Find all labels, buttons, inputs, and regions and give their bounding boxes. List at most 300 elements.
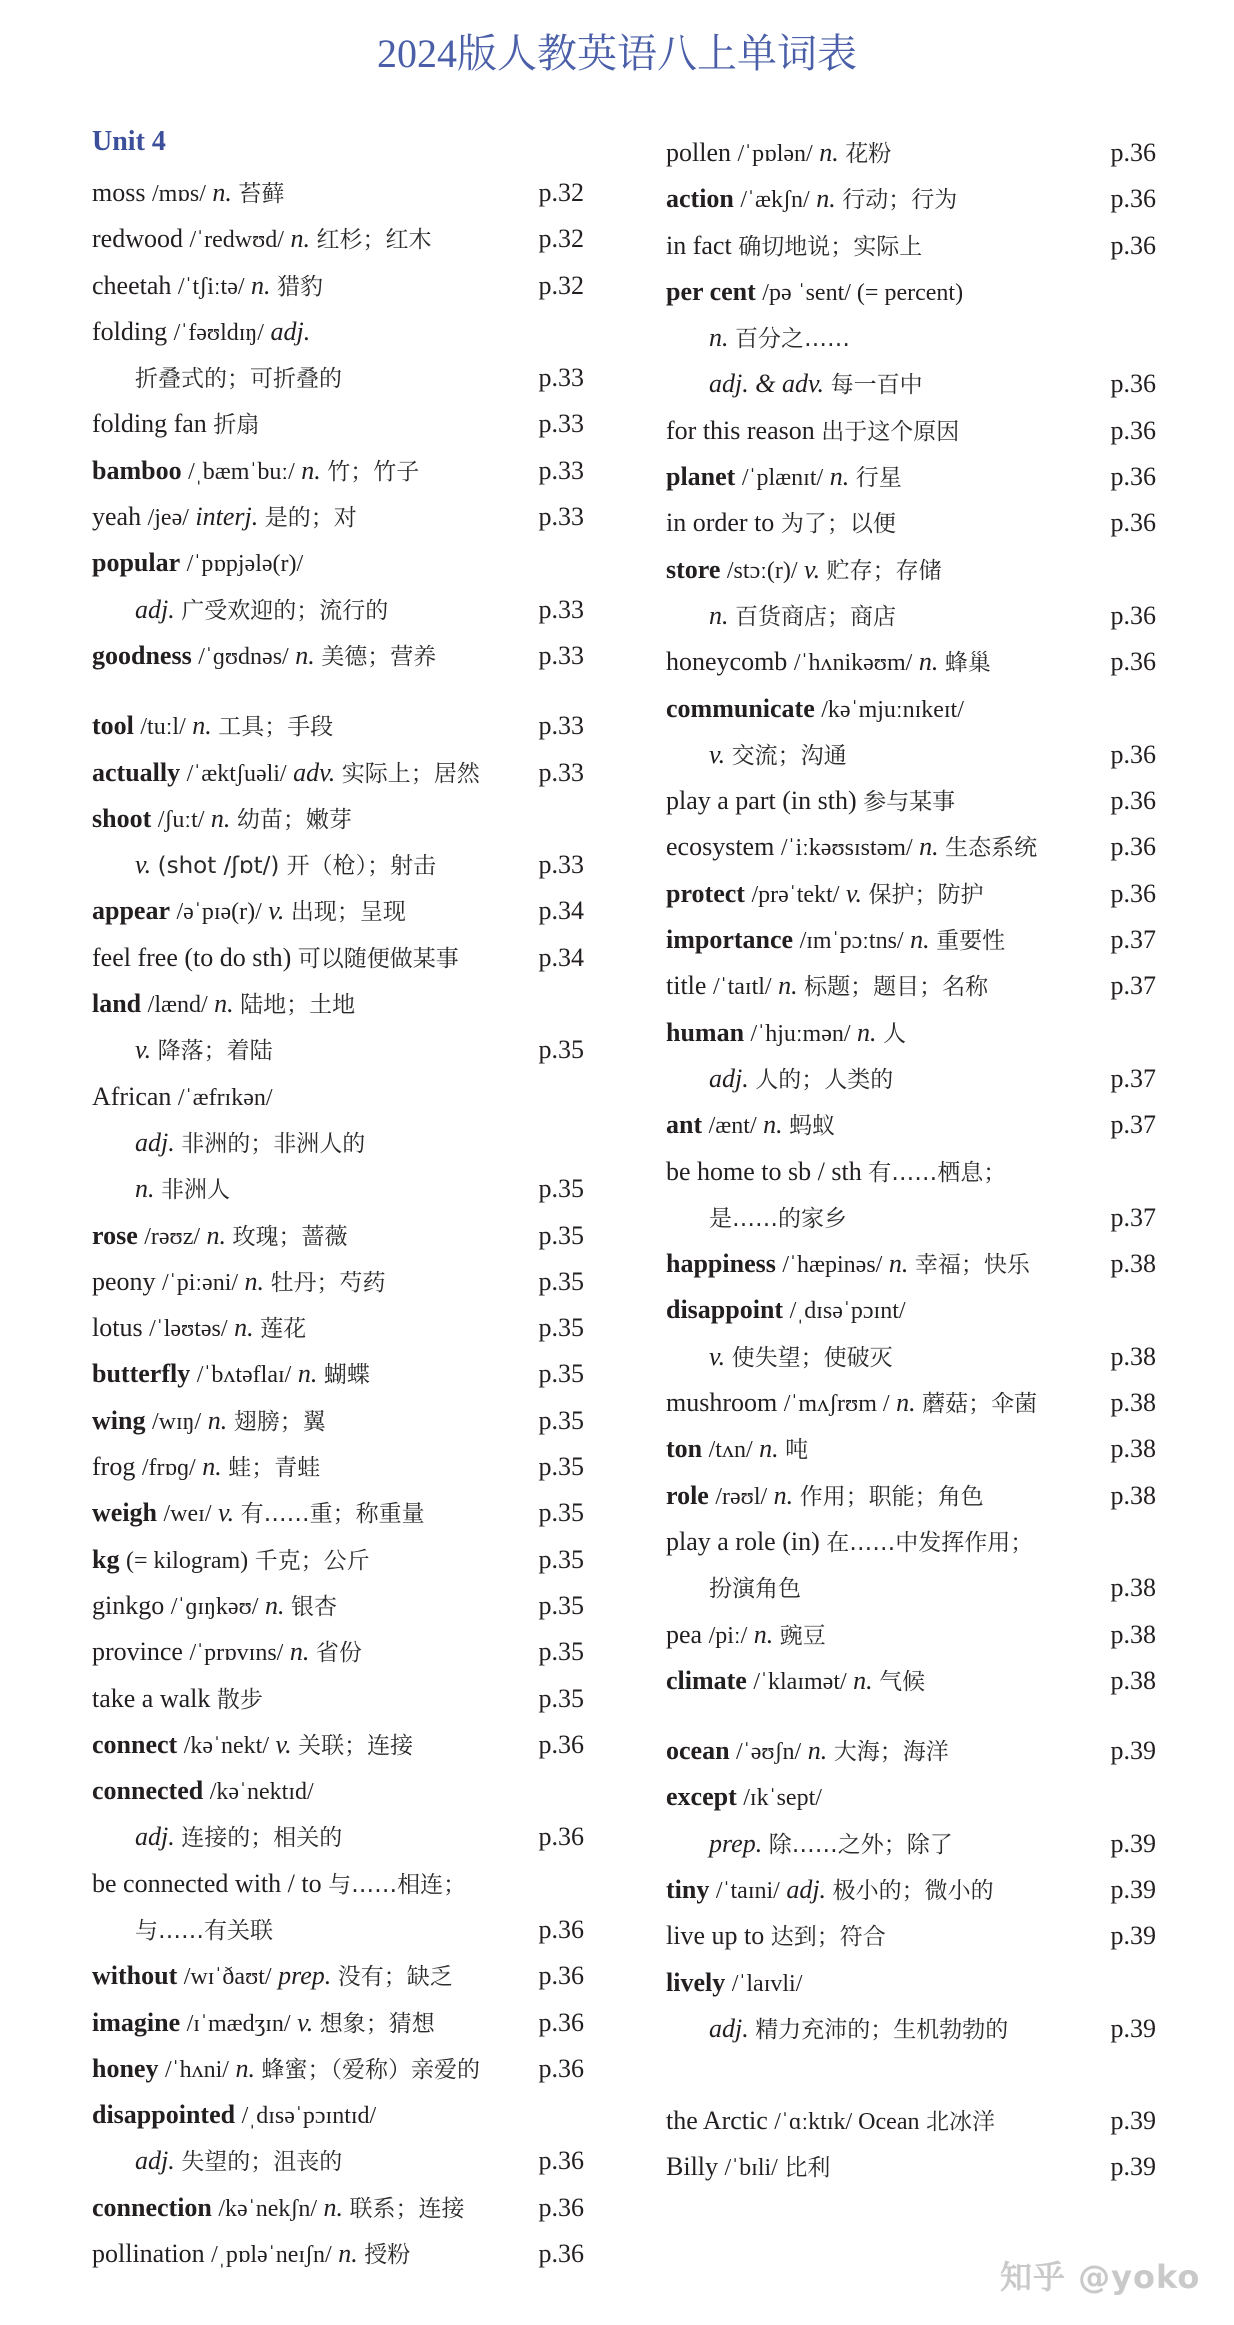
vocab-entry bbox=[92, 750, 584, 796]
entry-phonetic: /ˈfəʊldɪŋ/ bbox=[173, 319, 264, 346]
vocab-entry bbox=[666, 1473, 1166, 1519]
entry-text bbox=[92, 355, 342, 402]
vocab-entry bbox=[92, 1027, 584, 1073]
entry-word: per cent bbox=[666, 276, 756, 306]
entry-phonetic: /mɒs/ bbox=[151, 181, 206, 207]
entry-page-number: p.34 bbox=[538, 942, 584, 972]
entry-translation: 比利 bbox=[784, 2155, 831, 2182]
entry-word: be connected with / to bbox=[92, 1868, 322, 1898]
entry-text bbox=[666, 500, 896, 547]
entry-word: imagine bbox=[92, 2007, 181, 2037]
vocab-entry bbox=[92, 216, 584, 262]
entry-phonetic: /tuːl/ bbox=[140, 714, 186, 741]
entry-translation: 可以随便做某事 bbox=[297, 945, 459, 972]
entry-translation: 吨 bbox=[785, 1437, 809, 1464]
entry-word: connect bbox=[92, 1729, 178, 1759]
entry-text bbox=[666, 1241, 1030, 1288]
entry-text bbox=[666, 547, 942, 594]
entry-phonetic: /prəˈtekt/ bbox=[751, 881, 840, 908]
entry-page-number: p.37 bbox=[1110, 1063, 1156, 1093]
left-column bbox=[92, 124, 584, 2277]
entry-text bbox=[666, 2098, 995, 2145]
entry-word: store bbox=[666, 554, 721, 584]
entry-part-of-speech: n. bbox=[819, 138, 839, 167]
entry-phonetic: /kəˈmjuːnɪkeɪt/ bbox=[821, 696, 964, 723]
entry-part-of-speech: v. bbox=[804, 554, 821, 584]
entry-part-of-speech: n. bbox=[709, 323, 729, 353]
entry-translation: 降落；着陆 bbox=[157, 1038, 273, 1065]
entry-translation: 授粉 bbox=[364, 2242, 411, 2269]
vocab-list-left bbox=[92, 170, 584, 2277]
entry-part-of-speech: v. bbox=[275, 1729, 292, 1759]
entry-translation: 竹；竹子 bbox=[327, 458, 420, 485]
entry-word: honeycomb bbox=[666, 647, 788, 677]
page-title: 2024版人教英语八上单词表 bbox=[377, 31, 857, 76]
entry-page-number: p.39 bbox=[1110, 1921, 1156, 1951]
entry-phonetic: /pə ˈsent/ (= percent) bbox=[762, 279, 964, 306]
vocab-entry bbox=[92, 1537, 584, 1583]
entry-translation: 美德；营养 bbox=[321, 643, 437, 670]
entry-part-of-speech: n. bbox=[244, 1266, 265, 1296]
entry-phonetic: /ˈlaɪvli/ bbox=[731, 1970, 803, 1997]
entry-part-of-speech: n. bbox=[264, 1590, 285, 1620]
entry-text bbox=[92, 750, 480, 797]
vocab-entry bbox=[666, 2144, 1166, 2190]
entry-translation: 北冰洋 bbox=[925, 2109, 995, 2136]
entry-text bbox=[666, 1149, 1006, 1196]
entry-word: appear bbox=[92, 896, 170, 926]
entry-page-number: p.33 bbox=[538, 757, 584, 787]
entry-translation: 蘑菇；伞菌 bbox=[922, 1391, 1038, 1418]
entry-word: role bbox=[666, 1480, 709, 1510]
entry-phonetic: /ˈhjuːmən/ bbox=[750, 1020, 851, 1047]
entry-translation: 是……的家乡 bbox=[709, 1205, 847, 1232]
entry-page-number: p.39 bbox=[1110, 1874, 1156, 1904]
vocab-entry bbox=[92, 981, 584, 1027]
vocab-entry bbox=[666, 1149, 1166, 1195]
entry-word: happiness bbox=[666, 1249, 776, 1279]
entry-page-number: p.35 bbox=[538, 1035, 584, 1065]
entry-phonetic: /ˈæktʃuəli/ bbox=[186, 760, 287, 787]
entry-phonetic: /kəˈnekt/ bbox=[183, 1732, 270, 1759]
entry-part-of-speech: n. bbox=[807, 1736, 828, 1766]
vocab-entry bbox=[666, 963, 1166, 1009]
entry-text bbox=[92, 1351, 370, 1398]
entry-translation: 是的；对 bbox=[264, 505, 357, 532]
vocab-entry bbox=[666, 1010, 1166, 1056]
entry-phonetic: /ænt/ bbox=[708, 1113, 757, 1140]
entry-word: popular bbox=[92, 548, 181, 578]
entry-part-of-speech: v. bbox=[709, 739, 726, 769]
entry-word: Billy bbox=[666, 2152, 719, 2182]
entry-page-number: p.36 bbox=[1110, 878, 1156, 908]
entry-phonetic: /tʌn/ bbox=[708, 1437, 753, 1464]
entry-text bbox=[666, 1010, 906, 1057]
entry-text bbox=[92, 1722, 413, 1769]
vocab-entry bbox=[92, 633, 584, 679]
entry-text bbox=[666, 1287, 906, 1334]
vocab-entry bbox=[666, 871, 1166, 917]
vocab-entry bbox=[666, 1774, 1166, 1820]
vocab-entry bbox=[92, 2000, 584, 2046]
entry-page-number: p.38 bbox=[1110, 1665, 1156, 1695]
vocab-entry bbox=[666, 269, 1166, 315]
vocab-entry bbox=[92, 2092, 584, 2138]
entry-part-of-speech: adj. bbox=[709, 1063, 749, 1093]
entry-part-of-speech: v. bbox=[135, 850, 152, 880]
entry-text bbox=[92, 2185, 465, 2232]
entry-phonetic: /frɒɡ/ bbox=[141, 1455, 196, 1482]
entry-page-number: p.36 bbox=[1110, 230, 1156, 260]
entry-page-number: p.33 bbox=[538, 594, 584, 624]
vocab-entry bbox=[92, 1953, 584, 1999]
entry-page-number: p.36 bbox=[1110, 647, 1156, 677]
entry-page-number: p.36 bbox=[538, 1729, 584, 1759]
entry-translation: 非洲人 bbox=[161, 1177, 230, 1204]
entry-word: frog bbox=[92, 1452, 136, 1482]
entry-part-of-speech: n. bbox=[910, 925, 930, 955]
entry-translation: 苔藓 bbox=[238, 181, 285, 207]
vocab-entry bbox=[666, 1195, 1166, 1241]
entry-page-number: p.33 bbox=[538, 455, 584, 485]
entry-part-of-speech: adj. bbox=[135, 2146, 175, 2176]
entry-translation: 气候 bbox=[879, 1668, 926, 1695]
entry-text bbox=[666, 269, 963, 316]
entry-translation: 使失望；使破灭 bbox=[731, 1344, 893, 1371]
entry-word: for this reason bbox=[666, 415, 815, 445]
entry-translation: 猎豹 bbox=[277, 273, 324, 300]
vocab-entry bbox=[92, 842, 584, 888]
entry-part-of-speech: n. bbox=[234, 1313, 254, 1343]
entry-text bbox=[666, 1565, 801, 1612]
entry-word: without bbox=[92, 1961, 178, 1991]
entry-translation: 蝴蝶 bbox=[323, 1362, 370, 1389]
entry-translation: 生态系统 bbox=[945, 835, 1038, 862]
entry-word: take a walk bbox=[92, 1683, 211, 1713]
entry-text bbox=[92, 216, 431, 263]
vocab-entry bbox=[92, 2046, 584, 2092]
entry-translation: 莲花 bbox=[260, 1316, 307, 1343]
entry-word: wing bbox=[92, 1405, 146, 1435]
entry-part-of-speech: n. bbox=[773, 1480, 794, 1510]
entry-word: be home to sb / sth bbox=[666, 1156, 862, 1186]
vocab-entry bbox=[92, 1351, 584, 1397]
entry-phonetic: /stɔː(r)/ bbox=[726, 557, 798, 584]
vocab-entry bbox=[92, 1768, 584, 1814]
entry-word: protect bbox=[666, 878, 745, 908]
vocab-entry bbox=[92, 1166, 584, 1212]
entry-page-number: p.35 bbox=[538, 1544, 584, 1574]
vocab-entry bbox=[92, 263, 584, 309]
entry-word: butterfly bbox=[92, 1359, 191, 1389]
entry-phonetic: /piː/ bbox=[708, 1622, 748, 1649]
entry-translation: (shot /ʃɒt/) 开（枪）；射击 bbox=[157, 853, 437, 880]
entry-word: cheetah bbox=[92, 270, 172, 300]
entry-phonetic: /ˈhʌni/ bbox=[164, 2056, 229, 2083]
entry-page-number: p.38 bbox=[1110, 1341, 1156, 1371]
entry-page-number: p.33 bbox=[538, 409, 584, 439]
entry-translation: 蚂蚁 bbox=[789, 1113, 836, 1140]
entry-part-of-speech: n. bbox=[251, 270, 271, 300]
unit-heading: Unit 4 bbox=[92, 126, 166, 157]
entry-part-of-speech: n. bbox=[759, 1434, 779, 1464]
entry-text bbox=[666, 1913, 886, 1960]
entry-translation: 翅膀；翼 bbox=[233, 1408, 326, 1435]
entry-page-number: p.36 bbox=[1110, 600, 1156, 630]
entry-word: title bbox=[666, 971, 707, 1001]
entry-phonetic: /ˈtʃiːtə/ bbox=[177, 273, 245, 300]
entry-text bbox=[666, 130, 891, 177]
entry-phonetic: /əˈpɪə(r)/ bbox=[176, 899, 262, 926]
entry-part-of-speech: n. bbox=[235, 2053, 255, 2083]
vocab-entry bbox=[92, 1907, 584, 1953]
entry-page-number: p.35 bbox=[538, 1174, 584, 1204]
entry-phonetic: /jeə/ bbox=[147, 505, 189, 532]
entry-page-number: p.36 bbox=[538, 2146, 584, 2176]
entry-part-of-speech: adv. bbox=[293, 757, 336, 787]
entry-text bbox=[92, 170, 284, 217]
entry-part-of-speech: n. bbox=[919, 832, 939, 862]
entry-part-of-speech: interj. bbox=[195, 502, 259, 532]
entry-part-of-speech: v. bbox=[218, 1498, 235, 1528]
entry-translation: 想象；猜想 bbox=[319, 2010, 435, 2037]
entry-translation: 有……重；称重量 bbox=[240, 1501, 425, 1528]
entry-translation: 极小的；微小的 bbox=[832, 1877, 994, 1904]
entry-translation: 幼苗；嫩芽 bbox=[236, 806, 352, 833]
entry-page-number: p.38 bbox=[1110, 1388, 1156, 1418]
entry-translation: 蜂巢 bbox=[944, 650, 991, 677]
entry-text bbox=[92, 1490, 425, 1537]
entry-word: human bbox=[666, 1017, 745, 1047]
entry-text bbox=[92, 842, 436, 889]
entry-phonetic: /ˈmʌʃrʊm / bbox=[783, 1391, 890, 1418]
entry-phonetic: /rəʊl/ bbox=[715, 1483, 768, 1510]
entry-phonetic: /ˌpɒləˈneɪʃn/ bbox=[211, 2242, 332, 2269]
entry-part-of-speech: n. bbox=[210, 803, 231, 833]
entry-part-of-speech: n. bbox=[289, 1637, 310, 1667]
entry-phonetic: /ˈpɒpjələ(r)/ bbox=[186, 551, 304, 578]
entry-page-number: p.36 bbox=[1110, 138, 1156, 167]
entry-translation: 蛙；青蛙 bbox=[228, 1455, 321, 1482]
vocab-entry bbox=[666, 500, 1166, 546]
entry-part-of-speech: n. bbox=[338, 2239, 358, 2269]
entry-translation: 非洲的；非洲人的 bbox=[181, 1130, 366, 1157]
entry-text bbox=[92, 1907, 273, 1954]
entry-word: pollination bbox=[92, 2239, 205, 2269]
entry-phonetic: /ˈɑːktɪk/ Ocean bbox=[774, 2109, 920, 2136]
entry-phonetic: /ˈbɪli/ bbox=[724, 2155, 778, 2182]
entry-text bbox=[92, 401, 259, 448]
entry-translation: 陆地；土地 bbox=[240, 992, 356, 1019]
watermark: 知乎 @yoko bbox=[1000, 2258, 1201, 2296]
entry-part-of-speech: adj. bbox=[135, 594, 175, 624]
vocab-entry bbox=[666, 917, 1166, 963]
entry-phonetic: /ɪˈmædʒɪn/ bbox=[186, 2010, 291, 2037]
entry-page-number: p.33 bbox=[538, 502, 584, 532]
entry-part-of-speech: v. bbox=[135, 1035, 152, 1065]
vocab-entry bbox=[92, 1814, 584, 1860]
entry-translation: 为了；以便 bbox=[780, 511, 896, 538]
entry-word: tiny bbox=[666, 1874, 710, 1904]
vocab-entry bbox=[666, 1102, 1166, 1148]
entry-text bbox=[92, 494, 357, 541]
entry-part-of-speech: n. bbox=[290, 224, 310, 254]
entry-page-number: p.39 bbox=[1110, 1828, 1156, 1858]
entry-page-number: p.35 bbox=[538, 1637, 584, 1667]
entry-phonetic: /ʃuːt/ bbox=[157, 806, 205, 833]
entry-text bbox=[92, 1444, 320, 1491]
entry-translation: 出现；呈现 bbox=[290, 899, 406, 926]
vocab-entry bbox=[92, 1583, 584, 1629]
entry-part-of-speech: n. bbox=[301, 455, 321, 485]
vocab-entry bbox=[666, 1960, 1166, 2006]
entry-text bbox=[92, 1074, 273, 1121]
entry-text bbox=[92, 2000, 435, 2047]
entry-translation: 有……栖息； bbox=[868, 1159, 1007, 1186]
entry-text bbox=[92, 703, 333, 750]
entry-page-number: p.36 bbox=[1110, 508, 1156, 538]
entry-part-of-speech: n. bbox=[763, 1110, 783, 1140]
entry-text bbox=[92, 1629, 362, 1676]
entry-translation: 折叠式的；可折叠的 bbox=[135, 366, 342, 393]
vocab-entry bbox=[92, 540, 584, 586]
entry-word: ton bbox=[666, 1434, 703, 1464]
vocab-entry bbox=[92, 2185, 584, 2231]
entry-translation: 达到；符合 bbox=[770, 1924, 886, 1951]
entry-word: goodness bbox=[92, 640, 192, 670]
entry-phonetic: /ˈpɒlən/ bbox=[737, 141, 813, 167]
entry-page-number: p.32 bbox=[538, 178, 584, 207]
entry-text bbox=[666, 1867, 994, 1914]
entry-page-number: p.37 bbox=[1110, 1202, 1156, 1232]
entry-word: live up to bbox=[666, 1921, 765, 1951]
entry-page-number: p.35 bbox=[538, 1590, 584, 1620]
entry-word: actually bbox=[92, 757, 181, 787]
entry-part-of-speech: n. bbox=[206, 1220, 227, 1250]
entry-part-of-speech: n. bbox=[207, 1405, 228, 1435]
entry-part-of-speech: n. bbox=[853, 1665, 873, 1695]
entry-phonetic: /ˈɡɪŋkəʊ/ bbox=[170, 1593, 259, 1620]
entry-page-number: p.38 bbox=[1110, 1480, 1156, 1510]
entry-part-of-speech: adj. bbox=[135, 1822, 175, 1852]
vocab-entry bbox=[666, 1658, 1166, 1704]
entry-text bbox=[666, 917, 1005, 964]
entry-word: bamboo bbox=[92, 455, 182, 485]
entry-text bbox=[666, 963, 988, 1010]
entry-word: rose bbox=[92, 1220, 138, 1250]
entry-word: province bbox=[92, 1637, 183, 1667]
entry-page-number: p.36 bbox=[1110, 369, 1156, 399]
entry-page-number: p.36 bbox=[538, 1961, 584, 1991]
entry-translation: 每一百中 bbox=[830, 372, 923, 399]
entry-translation: 人的；人类的 bbox=[755, 1066, 894, 1093]
entry-page-number: p.33 bbox=[538, 711, 584, 741]
vocab-entry bbox=[666, 1056, 1166, 1102]
entry-part-of-speech: prep. bbox=[709, 1828, 763, 1858]
entry-word: folding bbox=[92, 316, 168, 346]
entry-page-number: p.37 bbox=[1110, 925, 1156, 955]
entry-part-of-speech: n. bbox=[297, 1359, 318, 1389]
entry-phonetic: /ˈhæpinəs/ bbox=[782, 1252, 883, 1279]
entry-word: connected bbox=[92, 1776, 204, 1806]
vocab-entry bbox=[92, 309, 584, 355]
entry-translation: 关联；连接 bbox=[298, 1732, 414, 1759]
entry-word: ecosystem bbox=[666, 832, 775, 862]
entry-word: kg bbox=[92, 1544, 120, 1574]
entry-translation: 连接的；相关的 bbox=[181, 1825, 343, 1852]
entry-translation: 与……有关联 bbox=[135, 1917, 273, 1944]
entry-word: lively bbox=[666, 1967, 726, 1997]
vocab-entry bbox=[666, 1913, 1166, 1959]
entry-text bbox=[92, 1027, 273, 1074]
entry-part-of-speech: n. bbox=[709, 600, 729, 630]
entry-word: weigh bbox=[92, 1498, 157, 1528]
entry-part-of-speech: v. bbox=[845, 878, 863, 908]
vocab-entry bbox=[92, 355, 584, 401]
entry-text bbox=[666, 2006, 1008, 2053]
entry-part-of-speech: n. bbox=[295, 640, 315, 670]
entry-text bbox=[92, 1583, 337, 1630]
entry-phonetic: /ˈbʌtəflaɪ/ bbox=[196, 1362, 292, 1389]
entry-word: planet bbox=[666, 462, 736, 492]
entry-text bbox=[666, 1519, 1033, 1566]
entry-text bbox=[666, 686, 964, 733]
entry-page-number: p.35 bbox=[538, 1359, 584, 1389]
entry-text bbox=[666, 2144, 830, 2191]
entry-page-number: p.36 bbox=[1110, 462, 1156, 492]
entry-text bbox=[666, 732, 847, 779]
vocab-entry bbox=[92, 888, 584, 934]
vocab-entry bbox=[666, 130, 1166, 176]
entry-text bbox=[92, 1814, 342, 1861]
entry-part-of-speech: n. bbox=[896, 1388, 916, 1418]
entry-page-number: p.36 bbox=[538, 2053, 584, 2083]
entry-word: pea bbox=[666, 1619, 703, 1649]
vocab-entry bbox=[666, 1821, 1166, 1867]
entry-phonetic: /ɪkˈsept/ bbox=[743, 1785, 822, 1812]
entry-part-of-speech: n. bbox=[753, 1619, 774, 1649]
entry-text bbox=[92, 1213, 348, 1260]
vocab-entry bbox=[92, 935, 584, 981]
entry-translation: 折扇 bbox=[213, 412, 260, 439]
entry-phonetic: /ˈækʃn/ bbox=[740, 187, 810, 214]
entry-word: honey bbox=[92, 2053, 159, 2083]
entry-phonetic: /ˌdɪsəˈpɔɪnt/ bbox=[789, 1298, 906, 1325]
entry-text bbox=[666, 1473, 984, 1520]
entry-text bbox=[666, 1960, 802, 2007]
entry-text bbox=[92, 633, 436, 680]
entry-text bbox=[666, 778, 955, 825]
entry-translation: 实际上；居然 bbox=[341, 760, 480, 787]
entry-page-number: p.39 bbox=[1110, 2013, 1156, 2043]
entry-word: the Arctic bbox=[666, 2106, 768, 2136]
entry-text bbox=[666, 315, 850, 362]
vocab-entry bbox=[92, 1259, 584, 1305]
vocab-entry bbox=[666, 361, 1166, 407]
entry-part-of-speech: adj. & adv. bbox=[709, 369, 825, 399]
entry-translation: 出于这个原因 bbox=[821, 418, 960, 445]
entry-phonetic: /ˈiːkəʊsɪstəm/ bbox=[780, 835, 913, 862]
entry-text bbox=[666, 1774, 822, 1821]
entry-translation: 确切地说；实际上 bbox=[738, 233, 923, 260]
right-column bbox=[666, 130, 1166, 2191]
entry-text bbox=[666, 1056, 893, 1103]
entry-translation: 幸福；快乐 bbox=[914, 1252, 1030, 1279]
vocab-entry bbox=[92, 1722, 584, 1768]
vocab-entry bbox=[666, 1612, 1166, 1658]
entry-translation: 交流；沟通 bbox=[731, 742, 847, 769]
entry-phonetic: /ˈɡʊdnəs/ bbox=[198, 643, 289, 670]
